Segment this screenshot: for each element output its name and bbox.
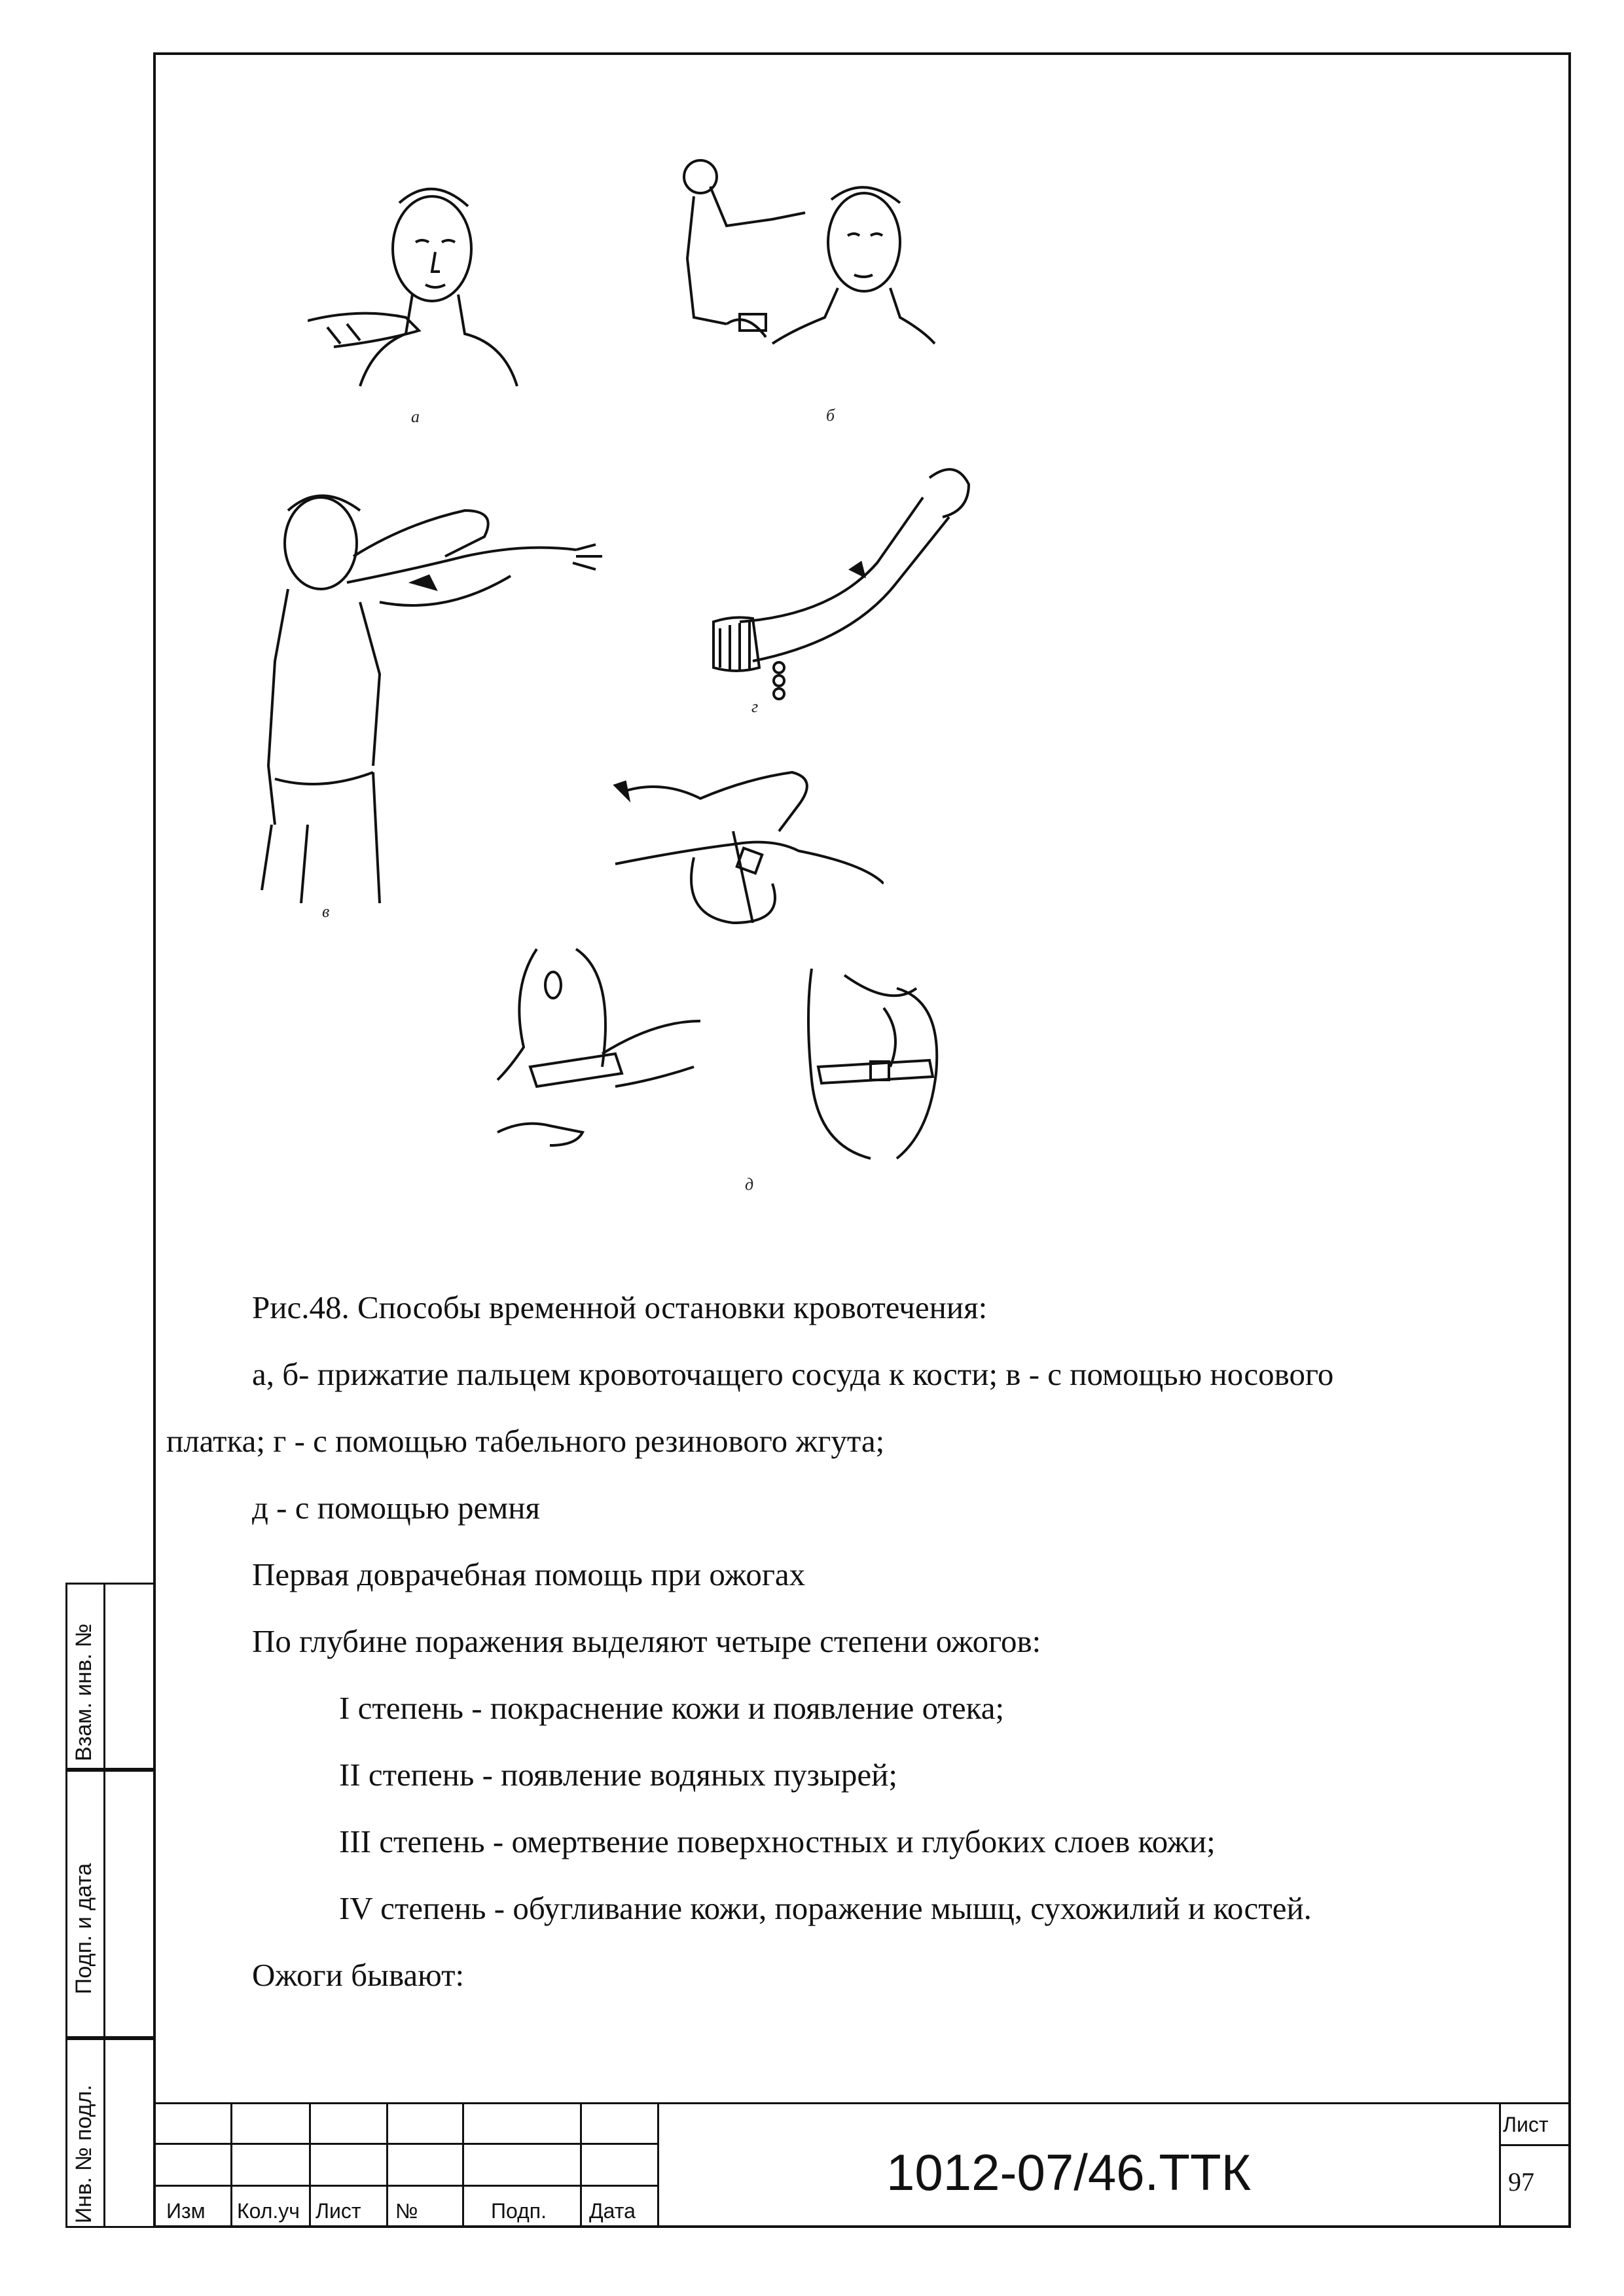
figure-label-a: а [411, 407, 420, 426]
side-label-swap-inv: Взам. инв. № [71, 1623, 96, 1761]
paragraph-intro: По глубине поражения выделяют четыре степени ожогов: [252, 1623, 1041, 1659]
column-header-date: Дата [589, 2199, 636, 2223]
paragraph-outro: Ожоги бывают: [252, 1957, 465, 1993]
side-label-inv-orig: Инв. № подл. [71, 2085, 96, 2223]
column-header-list: Лист [316, 2199, 361, 2223]
figure-label-b: б [826, 406, 835, 425]
figure-label-v: в [322, 902, 330, 921]
side-cell-sign-date [65, 1770, 153, 2038]
caption-line-3: д - с помощью ремня [252, 1490, 540, 1526]
degree-item: III степень - омертвение поверхностных и глубоких слоев кожи; [339, 1823, 1216, 1859]
column-header-kol-uch: Кол.уч [237, 2199, 300, 2223]
document-code: 1012-07/46.ТТК [886, 2144, 1252, 2201]
column-header-number: № [395, 2199, 418, 2223]
caption-line-1: а, б- прижатие пальцем кровоточащего сосуда к кости; в - с помощью носового [252, 1356, 1334, 1392]
caption-title: Рис.48. Способы временной остановки кровотечения: [252, 1289, 988, 1325]
figure-label-d: д [745, 1175, 754, 1194]
column-header-izm: Изм [166, 2199, 206, 2223]
side-cell-inv-orig [65, 2038, 153, 2228]
degree-item: IV степень - обугливание кожи, поражение мышц, сухожилий и костей. [339, 1890, 1312, 1926]
degree-item: II степень - появление водяных пузырей; [339, 1757, 897, 1793]
illustration-v [249, 484, 615, 903]
caption-line-2: платка; г - с помощью табельного резинового жгута; [166, 1423, 885, 1459]
sheet-label: Лист [1503, 2113, 1549, 2136]
section-heading: Первая доврачебная помощь при ожогах [252, 1556, 806, 1592]
sheet-number: 97 [1508, 2167, 1534, 2197]
side-label-sign-date: Подп. и дата [71, 1863, 96, 1994]
figure-label-g: г [751, 697, 759, 716]
illustration-b [674, 147, 936, 396]
illustration-d-arm [799, 962, 969, 1165]
title-block [153, 2102, 1571, 2228]
side-cell-swap-inv [65, 1583, 153, 1770]
illustration-a [308, 177, 530, 393]
illustration-d-leg-top [602, 766, 884, 929]
illustration-g [700, 452, 975, 700]
title-block-top-border [153, 2102, 1571, 2104]
degree-item: I степень - покраснение кожи и появление отека; [339, 1690, 1005, 1726]
illustration-d-thigh [484, 936, 700, 1152]
column-header-signature: Подп. [491, 2199, 547, 2223]
